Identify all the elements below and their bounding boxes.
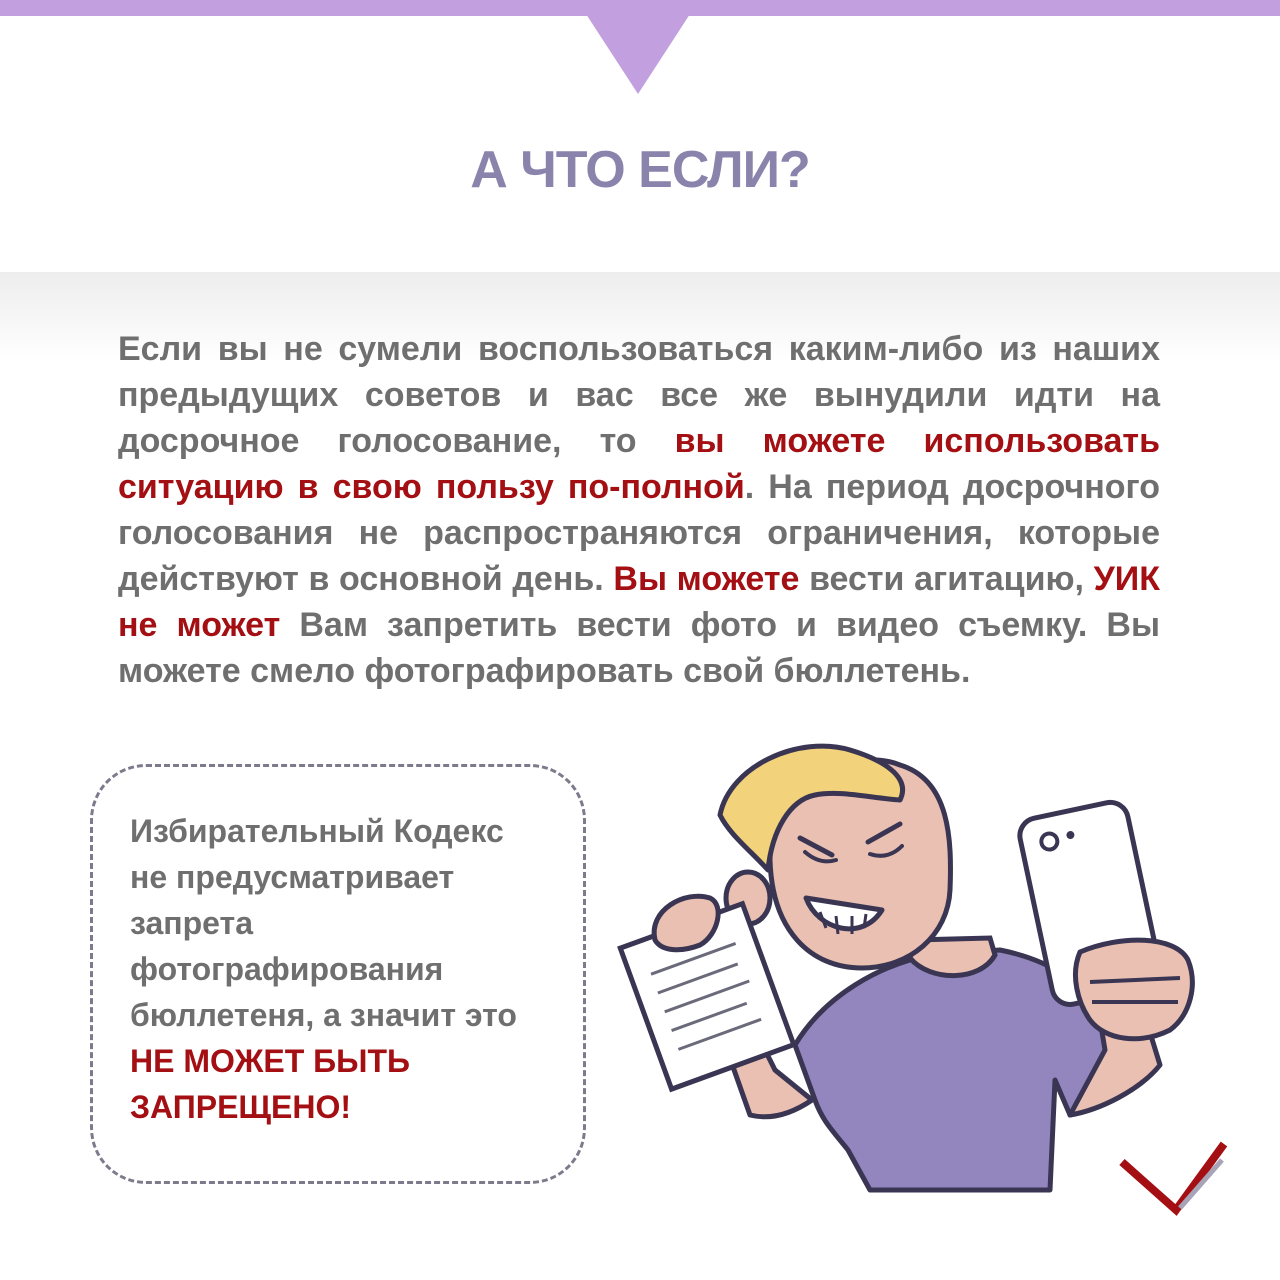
note-highlight-line: НЕ МОЖЕТ БЫТЬ [130,1043,411,1079]
page-title: А ЧТО ЕСЛИ? [470,141,810,199]
down-arrow-icon [586,14,690,94]
note-line: не предусматривает [130,859,455,895]
note-line: бюллетеня, а значит это [130,997,517,1033]
man-photographing-ballot-illustration [600,720,1220,1200]
note-line: запрета [130,905,253,941]
paragraph-text-2: . На период досрочного голосования не распространяются ограничения, которые действуют в основной день. [118,468,1160,598]
paragraph-text-1: Если вы не сумели воспользоваться каким-либо из наших предыдущих советов и вас все же вынудили идти на досрочное голосование, то [118,330,1160,460]
note-highlight-line: ЗАПРЕЩЕНО! [130,1089,352,1125]
paragraph-text-3: вести агитацию, [799,560,1094,598]
paragraph-text-4: Вам запретить вести фото и видео съемку. Вы можете смело фотографировать свой бюллетень. [118,606,1161,690]
note-text [130,808,570,1130]
checkmark-logo-icon [1118,1138,1230,1220]
paragraph-highlight-1: вы можете использовать ситуацию в свою пользу по-полной [118,422,1160,506]
paragraph-highlight-3: УИК не может [118,560,1160,644]
note-line: фотографирования [130,951,444,987]
note-line: Избирательный Кодекс [130,813,504,849]
main-paragraph [118,326,1160,694]
paragraph-highlight-2: Вы можете [613,560,800,598]
